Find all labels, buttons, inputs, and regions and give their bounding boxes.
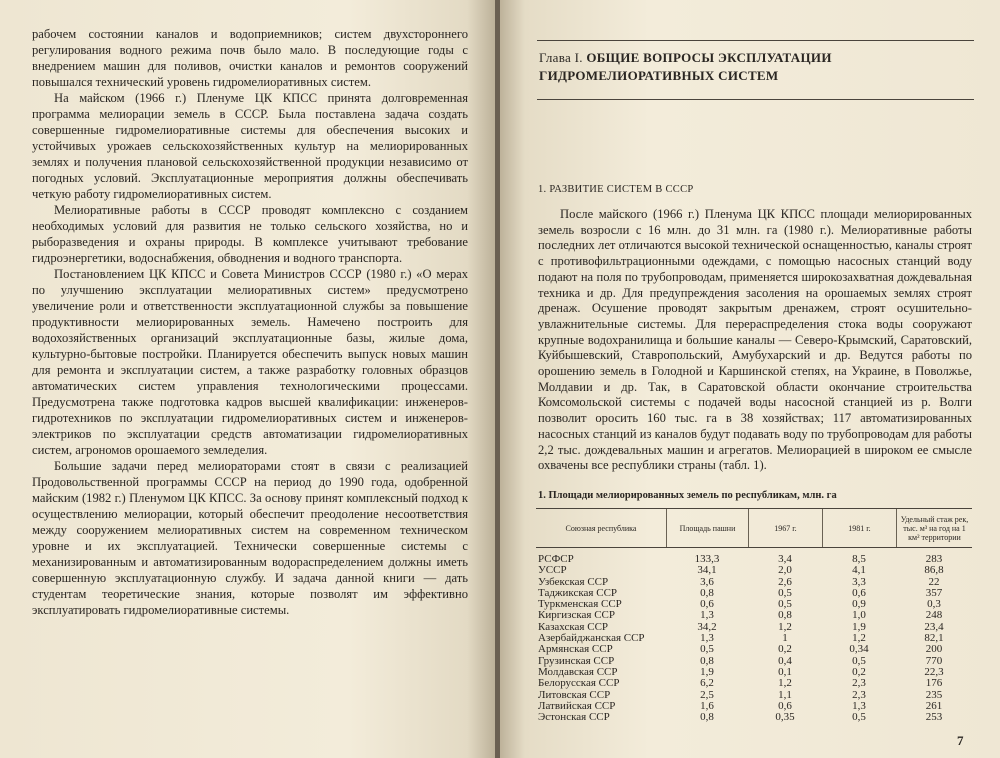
table-cell: 0,8: [700, 654, 714, 667]
table-cell: 22: [928, 575, 940, 588]
table-body: [536, 554, 972, 723]
table-cell: 2,0: [778, 564, 792, 577]
table-cell: 3,4: [778, 553, 792, 565]
header-cell: 1981 г.: [822, 509, 896, 547]
table-cell: 3,3: [852, 575, 866, 588]
table-cell: 8,5: [852, 553, 866, 565]
table-cell: 0,6: [700, 598, 714, 611]
table-cell: 770: [925, 654, 943, 667]
table-cell: 3,6: [700, 575, 714, 588]
table-cell: 0,4: [778, 654, 792, 667]
table-row: [536, 712, 972, 723]
reclaimed-land-table: [536, 508, 972, 723]
republic-name: Азербайджанская ССР: [538, 632, 645, 645]
paragraph: Постановлением ЦК КПСС и Совета Министров СССР (1980 г.) «О мерах по улучшению эксплуатации мелиоративных систем» предусмотрено увеличение роли и ответственности эксплуатационной службы за повышение продуктивности мелиорированных земель. Намечено построить для водохозяйственных организаций эксплуатационные базы, жилые дома, культурно-бытовые постройки. Планируется обеспечить выпуск новых машин для ремонта и эксплуатации систем, а также разработку головных образцов автоматических систем управления технологическими процессами. Предусмотрена также подготовка кадров высшей квалификации: инженеров-гидротехников по эксплуатации гидромелиоративных систем и инженеров-электриков по эксплуатации средств автоматизации гидромелиоративных систем, агрономов орошаемого земледелия.: [32, 267, 468, 457]
table-cell: 34,1: [697, 564, 717, 577]
table-row: [536, 554, 972, 565]
republic-name: Латвийская ССР: [538, 699, 616, 712]
table-cell: 0,5: [700, 643, 714, 656]
table-cell: 0,5: [852, 654, 866, 667]
table-cell: 1,6: [700, 699, 714, 712]
table-cell: 0,6: [778, 699, 792, 712]
paragraph: Мелиоративные работы в СССР проводят комплексно с созданием необходимых условий для развития не только сельского хозяйства, но и рыборазведения и охраны природы. В комплексе учитывают требование гидроэнергетики, водоснабжения, обводнения и водного транспорта.: [32, 203, 468, 265]
table-cell: 2,3: [852, 688, 866, 701]
table-cell: 0,6: [852, 586, 866, 599]
table-cell: 1,3: [700, 632, 714, 645]
table-row: [536, 678, 972, 689]
header-cell: Площадь пашни: [666, 509, 748, 547]
chapter-header: [537, 40, 974, 100]
republic-name: Литовская ССР: [538, 688, 611, 701]
left-page-text: [32, 26, 468, 618]
right-page-text: [538, 207, 972, 474]
table-cell: 1,2: [852, 632, 866, 645]
table-cell: 1,1: [778, 688, 792, 701]
table-cell: 1,9: [852, 620, 866, 633]
table-cell: 253: [925, 711, 943, 724]
table-cell: 357: [925, 586, 943, 599]
table-cell: 86,8: [924, 564, 944, 577]
table-cell: 1,0: [852, 609, 866, 622]
table-cell: 2,3: [852, 677, 866, 690]
table-cell: 1,3: [852, 699, 866, 712]
table-header: [536, 508, 972, 548]
table-row: [536, 644, 972, 655]
republic-name: Туркменская ССР: [538, 598, 622, 611]
table-cell: 261: [925, 699, 943, 712]
paragraph: На майском (1966 г.) Пленуме ЦК КПСС принята долговременная программа мелиорации земель в СССР. Была поставлена задача создать совершенные гидромелиоративные системы для обеспечения высоких и устойчивых урожаев сельскохозяйственных культур на мелиорированных землях и получения плановой сельскохозяйственной продукции независимо от погодных условий. Эксплуатационные мероприятия должны обеспечивать четкую работу гидромелиоративных систем.: [32, 91, 468, 201]
paragraph: рабочем состоянии каналов и водоприемников; систем двухстороннего регулирования водного режима почв было мало. В последующие годы с внедрением машин для поливов, очистки каналов и ремонтов сооружений повышался технический уровень гидромелиоративных систем.: [32, 27, 468, 89]
chapter-label: Глава I.: [539, 50, 583, 65]
republic-name: Казахская ССР: [538, 620, 609, 633]
table-cell: 235: [925, 688, 943, 701]
paragraph: После майского (1966 г.) Пленума ЦК КПСС площади мелиорированных земель возросли с 16 млн. до 31 млн. га (1980 г.). Мелиоративные работы последних лет отличаются высокой технической оснащенностью, каналы строят с противофильтрационными одеждами, с помощью насосных станций воду подают на поля по трубопроводам, применяется широкозахватная дождевальная техника и др. Для предупреждения засоления на орошаемых землях строят дренаж. Осушение проводят закрытым дренажем, строят осушительно-увлажнительные системы. Для перераспределения стока воды сооружают крупные водохранилища и большие каналы — Северо-Крымский, Саратовский, Куйбышевский, Ставропольский, Амубухарский и др. Ведутся работы по орошению земель в Голодной и Каршинской степях, на Украине, в Поволжье, Молдавии и др. Так, в Саратовской области окончание строительства Комсомольской системы с подачей воды насосной станцией из р. Волги позволит оросить 160 тыс. га в 38 хозяйствах; 117 автоматизированных насосных станций из каналов будут подавать воду по трубопроводам для работы 2,2 тыс. дождевальных машин и агрегатов. Мелиорацией в широком ее смысле охвачены все республики страны (табл. 1).: [538, 207, 972, 473]
table-cell: 0,8: [700, 586, 714, 599]
republic-name: Молдавская ССР: [538, 665, 618, 678]
page-number: 7: [957, 733, 964, 748]
table-cell: 0,2: [852, 665, 866, 678]
header-cell: 1967 г.: [748, 509, 822, 547]
table-cell: 1,2: [778, 620, 792, 633]
republic-name: Белорусская ССР: [538, 677, 620, 690]
table-cell: 200: [925, 643, 943, 656]
table-cell: 0,2: [778, 643, 792, 656]
table-cell: 1: [782, 632, 788, 645]
paragraph: Большие задачи перед мелиораторами стоят в связи с реализацией Продовольственной программы СССР на период до 1990 года, одобренной майским (1982 г.) Пленумом ЦК КПСС. За основу принят комплексный подход к осуществлению мелиорации, который обеспечит преодоление несоответствия между сооружением мелиоративных систем на современном техническом уровне и их эксплуатацией. Технически совершенные системы с механизированным и автоматизированным водораспределением должны иметь совершенную эксплуатационную службу. И задача данной книги — дать студентам теоретические знания, которые позволят им эффективно эксплуатировать гидромелиоративные системы.: [32, 459, 468, 617]
table-cell: 82,1: [924, 632, 944, 645]
republic-name: Киргизская ССР: [538, 609, 616, 622]
republic-name: УССР: [538, 564, 567, 577]
table-cell: 1,2: [778, 677, 792, 690]
table-cell: 176: [925, 677, 943, 690]
left-page: [0, 0, 497, 758]
table-cell: 23,4: [924, 620, 944, 633]
table-cell: 248: [925, 609, 943, 622]
republic-name: Эстонская ССР: [538, 711, 610, 724]
table-cell: 0,8: [778, 609, 792, 622]
republic-name: РСФСР: [538, 553, 574, 565]
table-cell: 0,5: [852, 711, 866, 724]
table-cell: 2,5: [700, 688, 714, 701]
republic-name: Армянская ССР: [538, 643, 613, 656]
table-cell: 0,8: [700, 711, 714, 724]
table-cell: 1,9: [700, 665, 714, 678]
table-row: [536, 565, 972, 576]
table-cell: 2,6: [778, 575, 792, 588]
table-cell: 133,3: [694, 553, 720, 565]
chapter-title: ОБЩИЕ ВОПРОСЫ ЭКСПЛУАТАЦИИ ГИДРОМЕЛИОРАТИВНЫХ СИСТЕМ: [539, 50, 832, 83]
table-cell: 0,5: [778, 586, 792, 599]
header-cell: Удельный стаж рек, тыс. м³ на год на 1 км² территории: [896, 509, 972, 547]
table-caption: 1. Площади мелиорированных земель по республикам, млн. га: [538, 490, 837, 501]
republic-name: Узбекская ССР: [538, 575, 609, 588]
header-cell: Союзная республика: [565, 523, 637, 533]
table-cell: 22,3: [924, 665, 944, 678]
table-cell: 283: [925, 553, 943, 565]
table-cell: 0,3: [927, 598, 941, 611]
table-cell: 4,1: [852, 564, 866, 577]
table-cell: 0,9: [852, 598, 866, 611]
republic-name: Таджикская ССР: [538, 586, 618, 599]
section-heading: 1. РАЗВИТИЕ СИСТЕМ В СССР: [538, 184, 694, 195]
table-cell: 1,3: [700, 609, 714, 622]
table-cell: 34,2: [697, 620, 717, 633]
table-cell: 0,5: [778, 598, 792, 611]
table-cell: 0,35: [775, 711, 795, 724]
table-cell: 6,2: [700, 677, 714, 690]
table-cell: 0,1: [778, 665, 792, 678]
table-cell: 0,34: [849, 643, 869, 656]
republic-name: Грузинская ССР: [538, 654, 615, 667]
